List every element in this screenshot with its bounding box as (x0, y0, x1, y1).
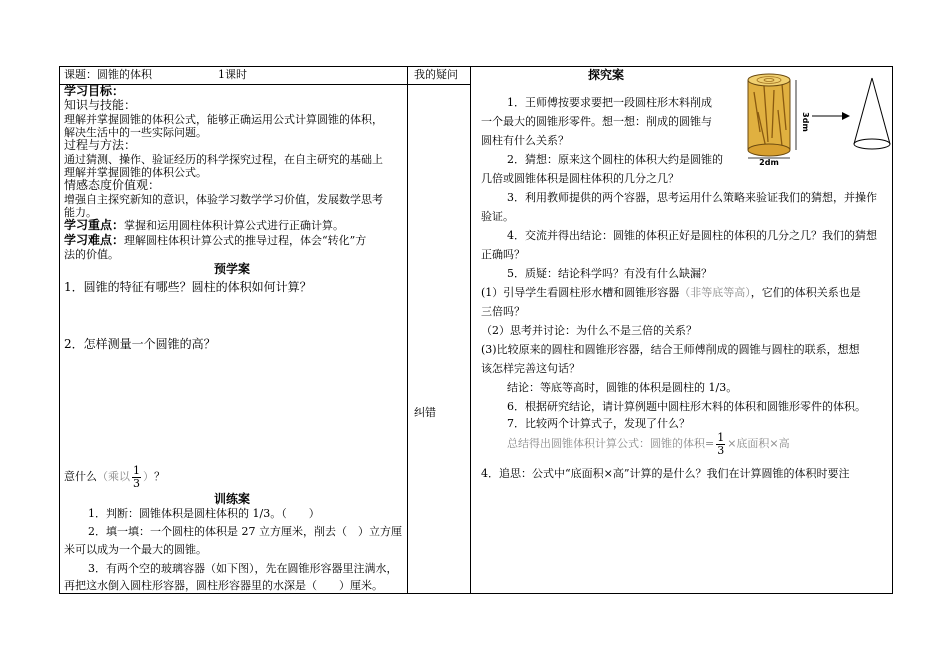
key-point-title: 学习重点： (64, 218, 125, 232)
goals-title: 学习目标： (64, 84, 125, 98)
explore-1-line-3: 圆柱有什么关系？ (481, 134, 569, 147)
explore-2-line-1: 2．猜想：原来这个圆柱的体积大约是圆锥的 (507, 153, 723, 166)
formula-denominator: 3 (717, 443, 725, 457)
meaning-fraction (132, 465, 141, 490)
training-3-line-2: 再把这水倒入圆柱形容器，圆柱形容器里的水深是（ ）厘米。 (64, 579, 383, 592)
difficulty-text-2: 法的价值。 (64, 248, 119, 261)
key-point (64, 218, 344, 233)
explore-5b: （2）思考并讨论：为什么不是三倍的关系？ (481, 324, 697, 337)
explore-2-line-2: 几倍或圆锥体积是圆柱体积的几分之几？ (481, 172, 679, 185)
preview-question-1: 1．圆锥的特征有哪些？圆柱的体积如何计算？ (64, 280, 312, 294)
emotion-text-1: 增强自主探究新知的意识，体验学习数学学习价值，发展数学思考 (64, 193, 383, 206)
meaning-close: ） (143, 470, 154, 483)
formula-numerator: 1 (717, 430, 725, 444)
explore-5a-text: (1）引导学生看圆柱形水槽和圆锥形容器 (481, 286, 680, 299)
explore-5a-text-2: ，它们的体积关系也是 (750, 286, 861, 299)
explore-5: 5．质疑：结论科学吗？有没有什么缺漏？ (507, 267, 712, 280)
explore-formula (507, 430, 790, 458)
meaning-numerator: 1 (133, 463, 140, 477)
width-label: 2dm (759, 158, 779, 166)
difficulty-title: 学习难点： (64, 233, 125, 247)
training-1: 1．判断：圆锥体积是圆柱体积的 1/3。（ ） (88, 507, 320, 520)
arrow-right-icon (812, 112, 850, 120)
formula-fraction (716, 432, 725, 457)
knowledge-title: 知识与技能： (64, 98, 137, 112)
column-divider-1 (407, 67, 408, 593)
meaning-question: ？ (154, 470, 165, 483)
explore-1-line-1: 1．王师傅按要求要把一段圆柱形木料削成 (507, 96, 712, 109)
difficulty-text-1: 理解圆柱体积计算公式的推导过程，体会“转化”方 (124, 234, 367, 247)
explore-3-line-1: 3．利用教师提供的两个容器，思考运用什么策略来验证我们的猜想，并操作 (507, 191, 877, 204)
meaning-prefix: 意什么 (64, 470, 97, 483)
explore-1-line-2: 一个最大的圆锥形零件。想一想：削成的圆锥与 (481, 115, 712, 128)
explore-4-line-2: 正确吗？ (481, 248, 525, 261)
explore-7: 7．比较两个计算式子，发现了什么？ (507, 417, 690, 430)
meaning-hint: （乘以 (97, 470, 130, 483)
wood-cylinder-icon (748, 74, 790, 156)
explore-conclusion: 结论：等底等高时，圆锥的体积是圆柱的 1/3。 (507, 381, 738, 394)
difficulty (64, 233, 366, 248)
explore-3-line-2: 验证。 (481, 210, 514, 223)
training-2-line-1: 2．填一填：一个圆柱的体积是 27 立方厘米，削去（ ）立方厘 (88, 525, 402, 538)
explore-5a-line-2: 三倍吗？ (481, 305, 525, 318)
meaning-denominator: 3 (133, 476, 140, 490)
emotion-text-2: 能力。 (64, 206, 97, 219)
cylinder-cone-figure (742, 72, 892, 166)
emotion-title: 情感态度价值观： (64, 178, 161, 192)
explore-6: 6．根据研究结论，请计算例题中圆柱形木料的体积和圆锥形零件的体积。 (507, 400, 866, 413)
correction-label: 纠错 (414, 406, 436, 419)
explore-title: 探究案 (588, 68, 625, 82)
preview-meaning (64, 462, 165, 492)
preview-question-2: 2．怎样测量一个圆锥的高？ (64, 337, 216, 351)
topic-label: 课题：圆锥的体积 (64, 68, 152, 81)
cone-icon (854, 78, 890, 149)
knowledge-text-2: 解决生活中的一些实际问题。 (64, 126, 207, 139)
training-title: 训练案 (214, 492, 251, 506)
doubts-header: 我的疑问 (414, 68, 458, 81)
height-label: 3dm (801, 112, 810, 132)
key-point-text: 掌握和运用圆柱体积计算公式进行正确计算。 (124, 219, 345, 232)
process-text-1: 通过猜测、操作、验证经历的科学探究过程，在自主研究的基础上 (64, 153, 383, 166)
explore-4-line-1: 4．交流并得出结论：圆锥的体积正好是圆柱的体积的几分之几？我们的猜想 (507, 229, 877, 242)
explore-5a-line-1 (481, 285, 861, 300)
process-title: 过程与方法： (64, 138, 137, 152)
explore-5c-line-2: 该怎样完善这句话？ (481, 362, 580, 375)
hours-label: 1课时 (218, 68, 247, 81)
formula-prefix: 总结得出圆锥体积计算公式：圆锥的体积= (507, 437, 715, 450)
training-3-line-1: 3．有两个空的玻璃容器（如下图），先在圆锥形容器里注满水， (88, 562, 398, 575)
formula-suffix: ×底面积×高 (727, 437, 790, 450)
explore-5a-hint: （非等底等高） (679, 286, 751, 299)
preview-title: 预学案 (214, 262, 251, 276)
training-2-line-2: 米可以成为一个最大的圆锥。 (64, 543, 207, 556)
process-text-2: 理解并掌握圆锥的体积公式。 (64, 166, 207, 179)
explore-5c-line-1: (3)比较原来的圆柱和圆锥形容器，结合王师傅削成的圆锥与圆柱的联系，想想 (481, 343, 860, 356)
explore-8: 4．追思：公式中“底面积×高”计算的是什么？我们在计算圆锥的体积时要注 (481, 467, 850, 480)
column-divider-2 (470, 67, 471, 593)
knowledge-text-1: 理解并掌握圆锥的体积公式，能够正确运用公式计算圆锥的体积， (64, 113, 383, 126)
